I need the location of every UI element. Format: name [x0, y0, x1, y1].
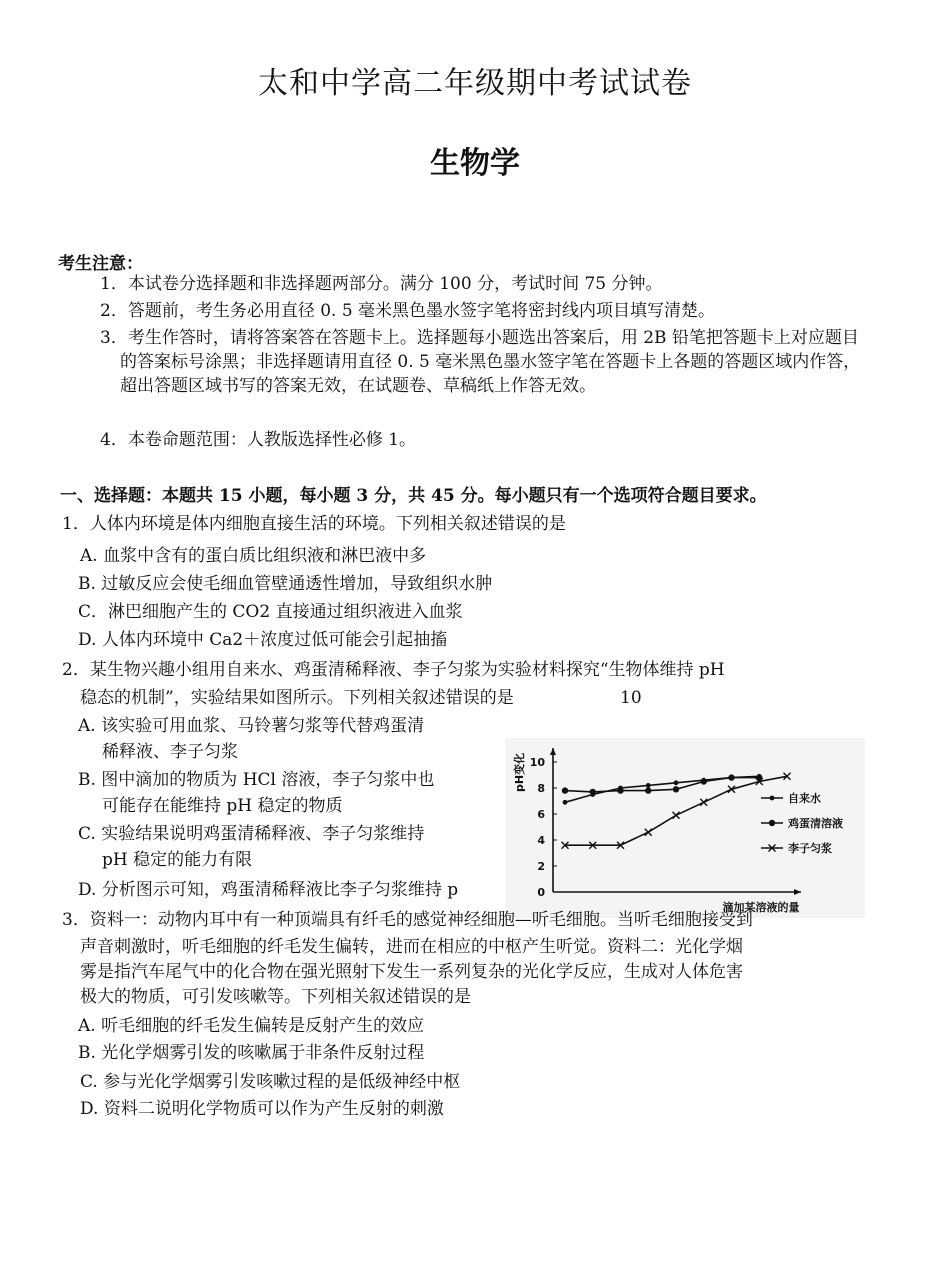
subject-title: 生物学 — [430, 146, 520, 181]
question-2-stem-line2: 稳态的机制”，实验结果如图所示。下列相关叙述错误的是 — [80, 688, 514, 708]
y-tick-label: 0 — [537, 886, 545, 899]
q3-option-d: D. 资料二说明化学物质可以作为产生反射的刺激 — [80, 1099, 444, 1119]
ph-chart — [505, 738, 865, 918]
q2-option-c-line2: pH 稳定的能力有限 — [102, 850, 253, 870]
question-3-line2: 声音刺激时，听毛细胞的纤毛发生偏转，进而在相应的中枢产生听觉。资料二：光化学烟 — [80, 937, 743, 957]
q2-option-b-line1: B. 图中滴加的物质为 HCl 溶液，李子匀浆中也 — [78, 770, 435, 790]
question-3-line3: 雾是指汽车尾气中的化合物在强光照射下发生一系列复杂的光化学反应，生成对人体危害 — [80, 962, 743, 982]
legend-marker — [770, 796, 775, 801]
y-tick-label: 4 — [537, 834, 545, 847]
q3-option-c: C. 参与光化学烟雾引发咳嗽过程的是低级神经中枢 — [80, 1072, 461, 1092]
question-2-mark: 10 — [620, 688, 642, 708]
notice-item: 3．考生作答时，请将答案答在答题卡上。选择题每小题选出答案后，用 2B 铅笔把答题卡上对应题目的答案标号涂黑；非选择题请用直径 0. 5 毫米黑色墨水签字笔在答题卡上各题的答题区域内作答，超出答题区域书写的答案无效，在试题卷、草稿纸上作答无效。 — [100, 328, 861, 396]
data-point — [701, 778, 707, 784]
q2-option-b-line2: 可能存在能维持 pH 稳定的物质 — [102, 796, 343, 816]
question-3-line4: 极大的物质，可引发咳嗽等。下列相关叙述错误的是 — [80, 987, 471, 1007]
y-tick-label: 2 — [537, 860, 545, 873]
legend-label: 李子匀浆 — [788, 842, 832, 855]
data-point — [590, 789, 596, 795]
data-point — [728, 774, 734, 780]
y-axis-label: pH变化 — [513, 752, 526, 792]
question-2-stem-line1: 2．某生物兴趣小组用自来水、鸡蛋清稀释液、李子匀浆为实验材料探究“生物体维持 pH — [62, 660, 725, 680]
q2-option-d: D. 分析图示可知，鸡蛋清稀释液比李子匀浆维持 p — [78, 880, 459, 900]
data-point — [673, 786, 679, 792]
section-heading: 一、选择题：本题共 15 小题，每小题 3 分，共 45 分。每小题只有一个选项符合题目要求。 — [60, 486, 767, 506]
data-point — [617, 787, 623, 793]
q3-option-b: B. 光化学烟雾引发的咳嗽属于非条件反射过程 — [78, 1043, 425, 1063]
legend-label: 自来水 — [788, 792, 821, 805]
q2-option-a-line2: 稀释液、李子匀浆 — [102, 742, 238, 762]
q3-option-a: A. 听毛细胞的纤毛发生偏转是反射产生的效应 — [78, 1016, 425, 1036]
y-tick-label: 10 — [529, 756, 545, 769]
y-tick-label: 6 — [537, 808, 545, 821]
x-axis-label: 滴加某溶液的量 — [722, 901, 800, 914]
q1-option-d: D. 人体内环境中 Ca2＋浓度过低可能会引起抽搐 — [78, 630, 448, 650]
legend-marker — [769, 820, 775, 826]
data-point — [674, 780, 679, 785]
notice-item: 4．本卷命题范围：人教版选择性必修 1。 — [100, 430, 417, 450]
notice-item: 2．答题前，考生务必用直径 0. 5 毫米黑色墨水签字笔将密封线内项目填写清楚。 — [100, 301, 716, 321]
data-point — [562, 787, 568, 793]
data-point — [646, 783, 651, 788]
q1-option-c: C．淋巴细胞产生的 CO2 直接通过组织液进入血浆 — [78, 602, 463, 622]
data-point — [645, 787, 651, 793]
question-3-line1: 3．资料一：动物内耳中有一种顶端具有纤毛的感觉神经细胞—听毛细胞。当听毛细胞接受到 — [62, 910, 753, 930]
q1-option-a: A. 血浆中含有的蛋白质比组织液和淋巴液中多 — [80, 546, 427, 566]
question-1-stem: 1．人体内环境是体内细胞直接生活的环境。下列相关叙述错误的是 — [62, 514, 566, 534]
data-point — [563, 800, 568, 805]
exam-title: 太和中学高二年级期中考试试卷 — [258, 66, 692, 101]
notice-heading: 考生注意： — [58, 254, 143, 274]
q2-option-a-line1: A. 该实验可用血浆、马铃薯匀浆等代替鸡蛋清 — [78, 716, 425, 736]
q1-option-b: B. 过敏反应会使毛细血管壁通透性增加，导致组织水肿 — [78, 574, 493, 594]
q2-option-c-line1: C. 实验结果说明鸡蛋清稀释液、李子匀浆维持 — [78, 824, 425, 844]
legend-label: 鸡蛋清溶液 — [788, 817, 843, 830]
notice-item: 1．本试卷分选择题和非选择题两部分。满分 100 分，考试时间 75 分钟。 — [100, 274, 663, 294]
y-tick-label: 8 — [537, 782, 545, 795]
